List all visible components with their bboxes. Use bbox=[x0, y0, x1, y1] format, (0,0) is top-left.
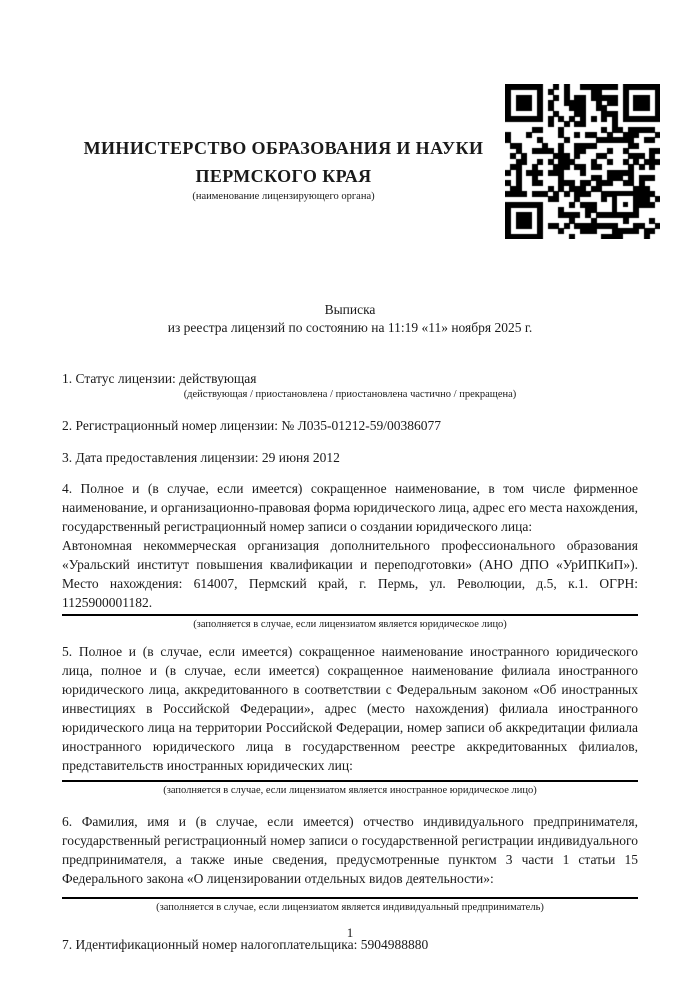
page-number: 1 bbox=[346, 925, 354, 940]
item-6-individual-entrepreneur-clause: 6. Фамилия, имя и (в случае, если имеется) отчество индивидуального предпринимателя, государственный регистрационный номер записи о государственной регистрации индивидуального предпринимателя, а также иные сведения, предусмотренные пунктом 3 части 1 статьи 15 Федерального закона «О лицензировании отдельных видов деятельности»: bbox=[62, 814, 638, 886]
item-5-fill-caption: (заполняется в случае, если лицензиатом является иностранное юридическое лицо) bbox=[163, 785, 537, 796]
item-4-legal-entity-clause: 4. Полное и (в случае, если имеется) сокращенное наименование, в том числе фирменное наименование, и организационно-правовая форма юридического лица, адрес его места нахождения, государственный регистрационный номер записи о создании юридического лица: bbox=[62, 481, 638, 534]
licensing-authority-header bbox=[62, 0, 505, 204]
item-3-license-date: 3. Дата предоставления лицензии: 29 июня 2012 bbox=[62, 450, 340, 465]
item-7-taxpayer-id: 7. Идентификационный номер налогоплательщика: 5904988880 bbox=[62, 937, 429, 952]
authority-caption: (наименование лицензирующего органа) bbox=[192, 191, 375, 202]
item-6-fill-caption: (заполняется в случае, если лицензиатом является индивидуальный предприниматель) bbox=[156, 902, 544, 913]
document-title-line2: из реестра лицензий по состоянию на 11:19 «11» ноября 2025 г. bbox=[167, 319, 533, 335]
item-4-fill-line bbox=[62, 614, 638, 616]
item-1-status-options-caption: (действующая / приостановлена / приостановлена частично / прекращена) bbox=[183, 389, 517, 400]
item-6-fill-line bbox=[62, 897, 638, 899]
item-5-foreign-entity-clause: 5. Полное и (в случае, если имеется) сокращенное наименование иностранного юридического лица, полное и (в случае, если имеется) сокращенное наименование филиала иностранного юридического лица, аккредитованного в соответствии с Федеральным законом «Об иностранных инвестициях в Российской Федерации», адрес (место нахождения) филиала иностранного юридического лица на территории Российской Федерации, номер записи об аккредитации филиала иностранного юридического лица в государственном реестре аккредитованных филиалов, представительств иностранных юридических лиц: bbox=[62, 644, 638, 773]
qr-code-icon bbox=[505, 84, 660, 239]
item-4-fill-caption: (заполняется в случае, если лицензиатом является юридическое лицо) bbox=[193, 619, 507, 630]
document-title-line1: Выписка bbox=[324, 302, 376, 317]
ministry-name-line2: ПЕРМСКОГО КРАЯ bbox=[195, 166, 372, 186]
item-2-registration-number: 2. Регистрационный номер лицензии: № Л035-01212-59/00386077 bbox=[62, 418, 442, 433]
item-5-fill-line bbox=[62, 780, 638, 782]
document-title bbox=[62, 301, 638, 336]
item-1-license-status: 1. Статус лицензии: действующая bbox=[62, 371, 257, 386]
ministry-name-line1: МИНИСТЕРСТВО ОБРАЗОВАНИЯ И НАУКИ bbox=[83, 138, 484, 158]
item-4-legal-entity-value: Автономная некоммерческая организация дополнительного профессионального образования «Уральский институт повышения квалификации и переподготовки» (АНО ДПО «УрИПКиП»). Место нахождения: 614007, Пермский край, г. Пермь, ул. Революции, д.5, к.1. ОГРН: 1125900001182. bbox=[62, 538, 638, 610]
